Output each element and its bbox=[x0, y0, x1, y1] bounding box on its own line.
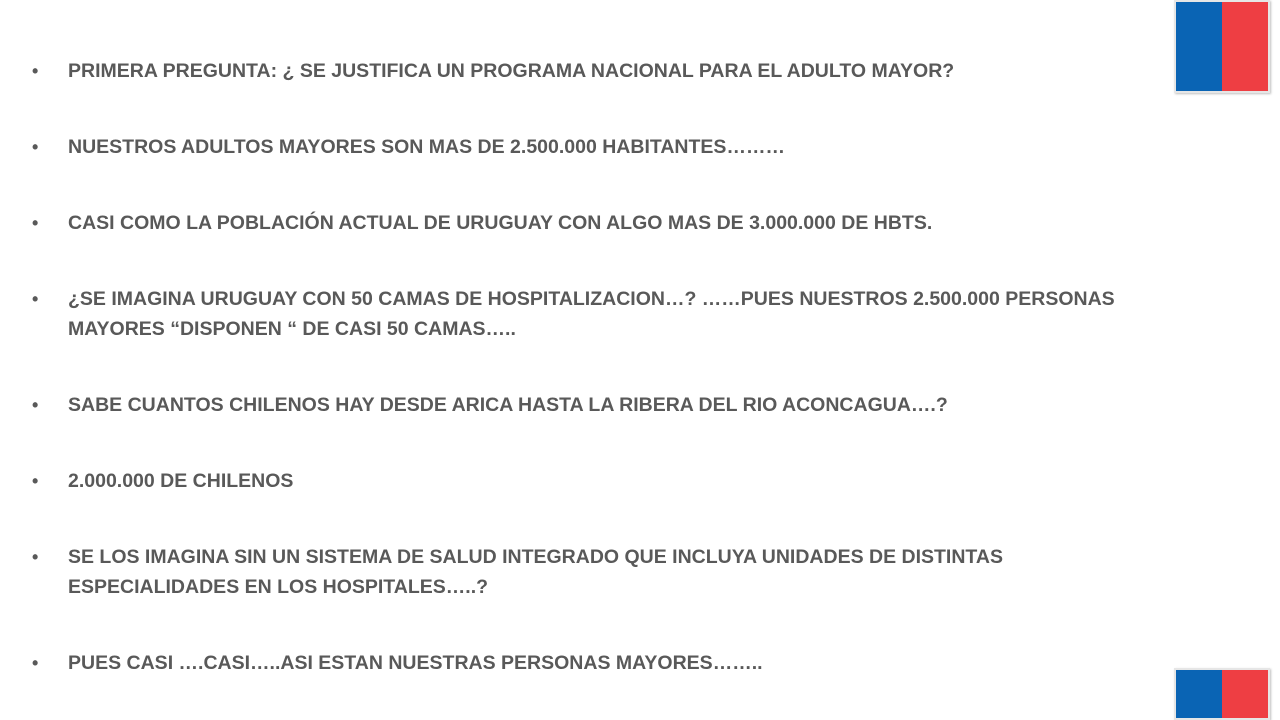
flag-logo-bottom bbox=[1174, 668, 1270, 720]
bullet-text: SE LOS IMAGINA SIN UN SISTEMA DE SALUD INTEGRADO QUE INCLUYA UNIDADES DE DISTINTAS ESPECIALIDADES EN LOS HOSPITALES…..? bbox=[68, 546, 1003, 598]
bullet-item bbox=[32, 132, 1162, 162]
bullet-list bbox=[32, 56, 1162, 678]
bullet-dot-icon: • bbox=[32, 61, 39, 81]
bullet-dot-icon: • bbox=[32, 213, 39, 233]
bullet-text: PUES CASI ….CASI…..ASI ESTAN NUESTRAS PERSONAS MAYORES…….. bbox=[68, 652, 763, 674]
bullet-text: PRIMERA PREGUNTA: ¿ SE JUSTIFICA UN PROGRAMA NACIONAL PARA EL ADULTO MAYOR? bbox=[68, 60, 955, 82]
bullet-text: CASI COMO LA POBLACIÓN ACTUAL DE URUGUAY CON ALGO MAS DE 3.000.000 DE HBTS. bbox=[68, 212, 933, 234]
bullet-dot-icon: • bbox=[32, 547, 39, 567]
flag-blue-stripe bbox=[1176, 670, 1222, 718]
bullet-item bbox=[32, 466, 1162, 496]
flag-logo-top bbox=[1174, 0, 1270, 93]
bullet-item bbox=[32, 284, 1162, 344]
bullet-item bbox=[32, 390, 1162, 420]
bullet-dot-icon: • bbox=[32, 395, 39, 415]
bullet-item bbox=[32, 542, 1162, 602]
bullet-text: 2.000.000 DE CHILENOS bbox=[68, 470, 294, 492]
bullet-dot-icon: • bbox=[32, 289, 39, 309]
bullet-item bbox=[32, 208, 1162, 238]
bullet-item bbox=[32, 56, 1162, 86]
flag-red-stripe bbox=[1222, 2, 1268, 91]
bullet-text: ¿SE IMAGINA URUGUAY CON 50 CAMAS DE HOSPITALIZACION…? ……PUES NUESTROS 2.500.000 PERSONAS MAYORES “DISPONEN “ DE CASI 50 CAMAS….. bbox=[68, 288, 1115, 340]
bullet-text: SABE CUANTOS CHILENOS HAY DESDE ARICA HASTA LA RIBERA DEL RIO ACONCAGUA….? bbox=[68, 394, 948, 416]
flag-blue-stripe bbox=[1176, 2, 1222, 91]
bullet-text: NUESTROS ADULTOS MAYORES SON MAS DE 2.500.000 HABITANTES……… bbox=[68, 136, 785, 158]
bullet-dot-icon: • bbox=[32, 471, 39, 491]
flag-red-stripe bbox=[1222, 670, 1268, 718]
bullet-dot-icon: • bbox=[32, 653, 39, 673]
bullet-dot-icon: • bbox=[32, 137, 39, 157]
bullet-item bbox=[32, 648, 1162, 678]
